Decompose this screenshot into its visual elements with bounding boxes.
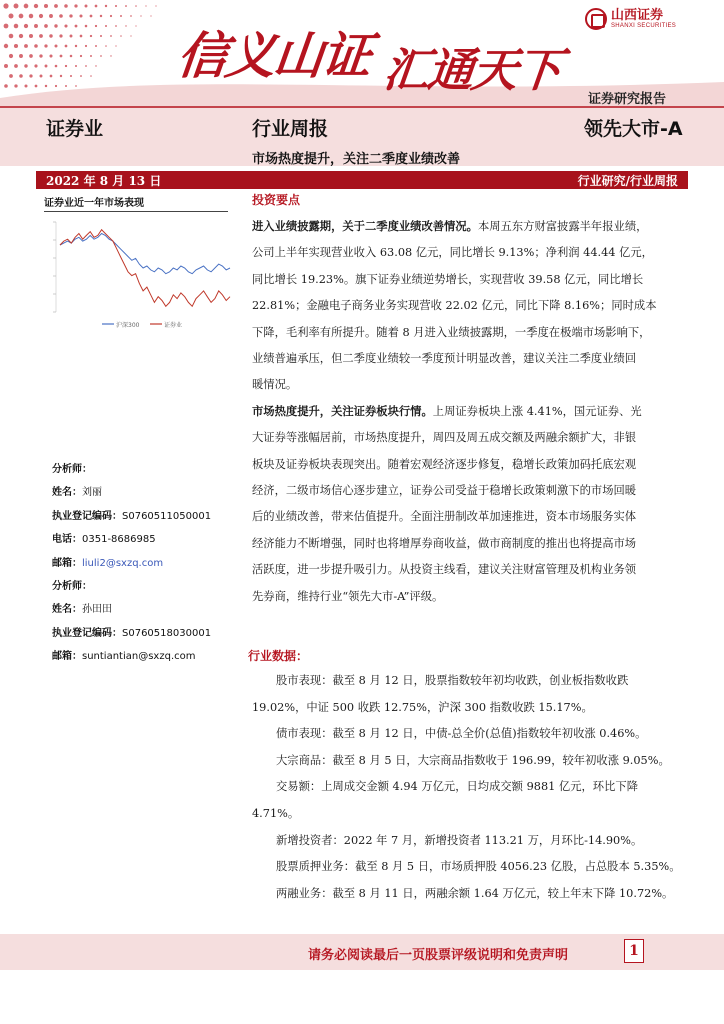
- section-title-data: 行业数据：: [248, 649, 309, 663]
- decor-dot: [39, 34, 43, 38]
- logo-name-cn: 山西证券: [611, 8, 664, 23]
- decor-dot: [19, 34, 23, 38]
- decor-dot: [55, 85, 57, 87]
- industry-name: 证券业: [46, 118, 104, 140]
- header-banner: [0, 0, 724, 108]
- section-title-summary: 投资要点: [252, 193, 301, 207]
- chart-title: 证券业近一年市场表现: [44, 194, 228, 212]
- analyst-row: 分析师：: [52, 580, 92, 592]
- decor-dot: [29, 14, 33, 18]
- analyst-row: 姓名：孙田田: [52, 604, 112, 616]
- paragraph-line: 下降，毛利率有所提升。随着 8 月进入业绩披露期，一季度在极端市场影响下，: [252, 325, 651, 339]
- paragraph-line: 经济，二级市场信心逐步建立，证券公司受益于稳增长政策刺激下的市场回暖: [252, 484, 637, 498]
- decor-dot: [90, 55, 92, 57]
- decor-dot: [95, 25, 97, 27]
- decor-dot: [34, 24, 38, 28]
- decor-dot: [9, 74, 13, 78]
- decor-dot: [135, 5, 137, 7]
- analyst-row: 电话：0351-8686985: [52, 534, 156, 546]
- decor-dot: [130, 15, 132, 17]
- decor-dot: [115, 5, 117, 7]
- summary-paragraph-2: 市场热度提升，关注证券板块行情。上周证券板块上涨 4.41%，国元证券、光 大证券等涨幅居前，市场热度提升，周四及周五成交额及两融余额扩大，非银 板块及证券板块表现突出。随着宏观经济逐步修复，稳增长政策加码托底宏观 经济，二级市场信心逐步建立，证券公司受益于稳增长政策刺激下的市场回暖 后的业绩改善，带来估值提升。全面注册制改革加速推进，资本市场服务实体 经济能力不断增强，同时也将增厚券商收益，做市商制度的推出也将提高市场 活跃度，进一步提升吸引力。从投资主线看，建议关注财富管理及机构业务领 先券商，维持行业“领先大市-A”评级。: [252, 399, 692, 610]
- market-performance-chart: [44, 214, 234, 336]
- decor-dot: [45, 85, 47, 87]
- decor-dot: [65, 85, 67, 87]
- decor-dot: [125, 25, 126, 26]
- title-band: [0, 108, 724, 166]
- decor-dot: [19, 54, 23, 58]
- chart-svg: [44, 214, 234, 336]
- decor-dot: [115, 45, 116, 46]
- decor-dot: [74, 4, 77, 7]
- decor-dot: [4, 84, 8, 88]
- page-number: 1: [624, 939, 644, 963]
- paragraph-line: 板块及证券板块表现突出。随着宏观经济逐步修复，稳增长政策加码托底宏观: [252, 457, 637, 471]
- decor-dot: [90, 75, 92, 77]
- decor-dot: [125, 5, 127, 7]
- data-line: 两融业务：截至 8 月 11 日，两融余额 1.64 万亿元，较上年末下降 10.72%。: [276, 886, 674, 900]
- decor-dot: [140, 15, 141, 16]
- decor-dot: [24, 44, 28, 48]
- decor-dot: [14, 44, 18, 48]
- paragraph-line: 22.81%；金融电子商务业务实现营收 22.02 亿元，同比下降 8.16%；同时成本: [252, 299, 657, 313]
- decor-dot: [85, 45, 87, 47]
- decor-dot: [85, 5, 88, 8]
- data-line: 新增投资者：2022 年 7 月，新增投资者 113.21 万，月环比-14.90%。: [276, 833, 643, 847]
- analyst-row: 邮箱：liuli2@sxzq.com: [52, 557, 164, 569]
- decor-dot: [54, 24, 57, 27]
- decor-dot: [75, 85, 77, 87]
- date-bar: [36, 171, 688, 189]
- decor-dot: [55, 65, 58, 68]
- decor-dot: [19, 74, 23, 78]
- decor-dot: [60, 75, 62, 77]
- decor-dot: [65, 65, 67, 67]
- decor-dot: [105, 5, 107, 7]
- decor-dot: [39, 54, 42, 57]
- decor-dot: [35, 85, 38, 88]
- decor-dot: [14, 84, 17, 87]
- decor-dot: [110, 55, 111, 56]
- decor-dot: [59, 14, 63, 18]
- report-type: 行业周报: [252, 118, 329, 140]
- decor-dot: [29, 54, 33, 58]
- decor-dot: [80, 55, 82, 57]
- decor-dot: [75, 25, 78, 28]
- disclaimer-notice: 请务必阅读最后一页股票评级说明和免责声明: [308, 948, 569, 963]
- decor-dot: [95, 45, 97, 47]
- decor-dot: [49, 34, 52, 37]
- decor-dot: [70, 55, 73, 58]
- decor-dot: [24, 64, 27, 67]
- decor-dot: [34, 44, 38, 48]
- data-line: 股票质押业务：截至 8 月 5 日，市场质押股 4056.23 亿股，占总股本 5.35%。: [276, 860, 681, 874]
- decor-dot: [3, 3, 8, 8]
- decor-dot: [90, 15, 93, 18]
- paragraph-line: 暖情况。: [252, 378, 298, 392]
- series-line-hs300: [60, 234, 230, 274]
- analyst-row: 执业登记编码：S0760511050001: [52, 510, 212, 522]
- analyst-row: 邮箱：suntiantian@sxzq.com: [52, 651, 196, 663]
- decor-dot: [75, 65, 77, 67]
- logo-emblem-icon: [585, 8, 607, 30]
- decor-dot: [100, 55, 102, 57]
- analyst-row: 分析师：: [52, 464, 92, 475]
- decor-dot: [59, 34, 62, 37]
- paragraph-line: 大证券等涨幅居前，市场热度提升，周四及周五成交额及两融余额扩大，非银: [252, 431, 637, 445]
- decor-dot: [90, 35, 92, 37]
- decor-dot: [9, 54, 13, 58]
- analyst-row: 姓名：刘丽: [52, 487, 102, 499]
- decor-dot: [49, 54, 52, 57]
- slogan-secondary: 汇通天下: [380, 43, 563, 97]
- decor-dot: [150, 15, 151, 16]
- slogan-primary: 信义山证: [174, 26, 373, 85]
- dot-pattern: [3, 3, 156, 87]
- decor-dot: [80, 35, 83, 38]
- report-date: 2022 年 8 月 13 日: [46, 174, 162, 188]
- decor-dot: [24, 84, 27, 87]
- paragraph-line: 先券商，维持行业“领先大市-A”评级。: [252, 589, 444, 603]
- analyst-info: [52, 458, 211, 669]
- paragraph-line: 后的业绩改善，带来估值提升。全面注册制改革加速推进，资本市场服务实体: [252, 510, 637, 524]
- paragraph-line: 公司上半年实现营业收入 63.08 亿元，同比增长 9.13%；净利润 44.44 亿元，: [252, 246, 653, 260]
- data-line: 股市表现：截至 8 月 12 日，股票指数较年初均收跌，创业板指数收跌: [276, 674, 629, 687]
- decor-dot: [9, 14, 14, 19]
- data-line: 19.02%，中证 500 收跌 12.75%，沪深 300 指数收跌 15.17%。: [252, 700, 593, 714]
- paragraph-line: 业绩普遍承压，但二季度业绩较一季度预计明显改善，建议关注二季度业绩回: [252, 352, 637, 366]
- decor-dot: [4, 44, 8, 48]
- decor-dot: [29, 74, 32, 77]
- decor-dot: [145, 5, 146, 6]
- decor-dot: [95, 65, 96, 66]
- decor-dot: [24, 24, 28, 28]
- decor-dot: [100, 35, 102, 37]
- decor-dot: [29, 34, 33, 38]
- paragraph-lead: 进入业绩披露期，关于二季度业绩改善情况。: [252, 220, 478, 233]
- decor-dot: [79, 14, 82, 17]
- decor-dot: [55, 45, 58, 48]
- decor-dot: [19, 14, 24, 19]
- summary-paragraph-1: 进入业绩披露期，关于二季度业绩改善情况。本周五东方财富披露半年报业绩， 公司上半年实现营业收入 63.08 亿元，同比增长 9.13%；净利润 44.44 亿元， 同比增长 19.23%。旗下证券业绩逆势增长，实现营收 39.58 亿元，同比增长 22.81%；金融电子商务业务实现营收 22.02 亿元，同比下降 8.16%；同时成本 下降，毛利率有所提升。随着 8 月进入业绩披露期，一季度在极端市场影响下， 业绩普遍承压，但二季度业绩较一季度预计明显改善，建议关注二季度业绩回 暖情况。: [252, 214, 692, 399]
- decor-dot: [115, 25, 117, 27]
- decor-dot: [40, 75, 43, 78]
- decor-dot: [105, 45, 107, 47]
- decor-dot: [69, 14, 72, 17]
- decor-dot: [70, 35, 73, 38]
- legend-label: 证券业: [164, 322, 183, 329]
- decor-dot: [110, 35, 112, 37]
- decor-dot: [85, 65, 87, 67]
- decor-dot: [4, 24, 9, 29]
- decor-dot: [14, 64, 18, 68]
- email-link[interactable]: liuli2@sxzq.com: [82, 557, 164, 569]
- industry-rating: 领先大市-A: [584, 118, 683, 140]
- industry-data: [248, 649, 692, 907]
- decor-dot: [64, 4, 68, 8]
- decor-dot: [65, 45, 68, 48]
- decor-dot: [50, 75, 53, 78]
- decor-dot: [9, 34, 14, 39]
- data-line: 债市表现：截至 8 月 12 日，中债-总全价(总值)指数较年初收涨 0.46%。: [276, 727, 647, 741]
- decor-dot: [64, 24, 67, 27]
- report-category: 行业研究/行业周报: [577, 174, 678, 188]
- decor-dot: [100, 15, 102, 17]
- decor-dot: [70, 75, 72, 77]
- decor-dot: [44, 24, 48, 28]
- decor-dot: [34, 4, 38, 8]
- decor-dot: [95, 5, 98, 8]
- paragraph-line: 经济能力不断增强，同时也将增厚券商收益，做市商制度的推出也将提高市场: [252, 536, 637, 550]
- decor-dot: [105, 25, 107, 27]
- report-kind: 证券研究报告: [588, 92, 667, 107]
- logo-name-en: SHANXI SECURITIES: [611, 23, 677, 29]
- paragraph-line: 活跃度，进一步提升吸引力。从投资主线看，建议关注财富管理及机构业务领: [252, 563, 637, 577]
- decor-dot: [49, 14, 53, 18]
- decor-dot: [24, 4, 29, 9]
- decor-dot: [120, 15, 122, 17]
- company-logo: [585, 8, 676, 30]
- decor-dot: [44, 44, 47, 47]
- investment-summary: [252, 192, 692, 610]
- decor-dot: [4, 64, 8, 68]
- decor-dot: [54, 4, 58, 8]
- decor-dot: [14, 24, 19, 29]
- legend-label: 沪深300: [116, 322, 140, 329]
- paragraph-lead: 市场热度提升，关注证券板块行情。: [252, 404, 433, 418]
- data-line: 大宗商品：截至 8 月 5 日，大宗商品指数收于 196.99，较年初收涨 9.05%。: [276, 753, 670, 767]
- decor-dot: [39, 14, 43, 18]
- decor-dot: [120, 35, 122, 37]
- decor-dot: [14, 4, 19, 9]
- decor-dot: [75, 45, 77, 47]
- decor-dot: [130, 35, 131, 36]
- decor-dot: [85, 25, 88, 28]
- decor-dot: [60, 55, 63, 58]
- email-text[interactable]: suntiantian@sxzq.com: [82, 651, 196, 663]
- report-headline: 市场热度提升，关注二季度业绩改善: [252, 152, 461, 167]
- data-line: 4.71%。: [252, 806, 300, 820]
- decor-dot: [34, 64, 37, 67]
- data-line: 交易额：上周成交金额 4.94 万亿元，日均成交额 9881 亿元，环比下降: [276, 780, 638, 794]
- decor-dot: [155, 5, 156, 6]
- decor-dot: [135, 25, 136, 26]
- series-line-securities: [60, 230, 230, 307]
- decor-dot: [80, 75, 82, 77]
- decor-dot: [45, 65, 48, 68]
- decor-dot: [44, 4, 48, 8]
- footer-band: [0, 934, 724, 970]
- paragraph-line: 同比增长 19.23%。旗下证券业绩逆势增长，实现营收 39.58 亿元，同比增长: [252, 272, 644, 286]
- decor-dot: [110, 15, 112, 17]
- analyst-row: 执业登记编码：S0760518030001: [52, 627, 212, 639]
